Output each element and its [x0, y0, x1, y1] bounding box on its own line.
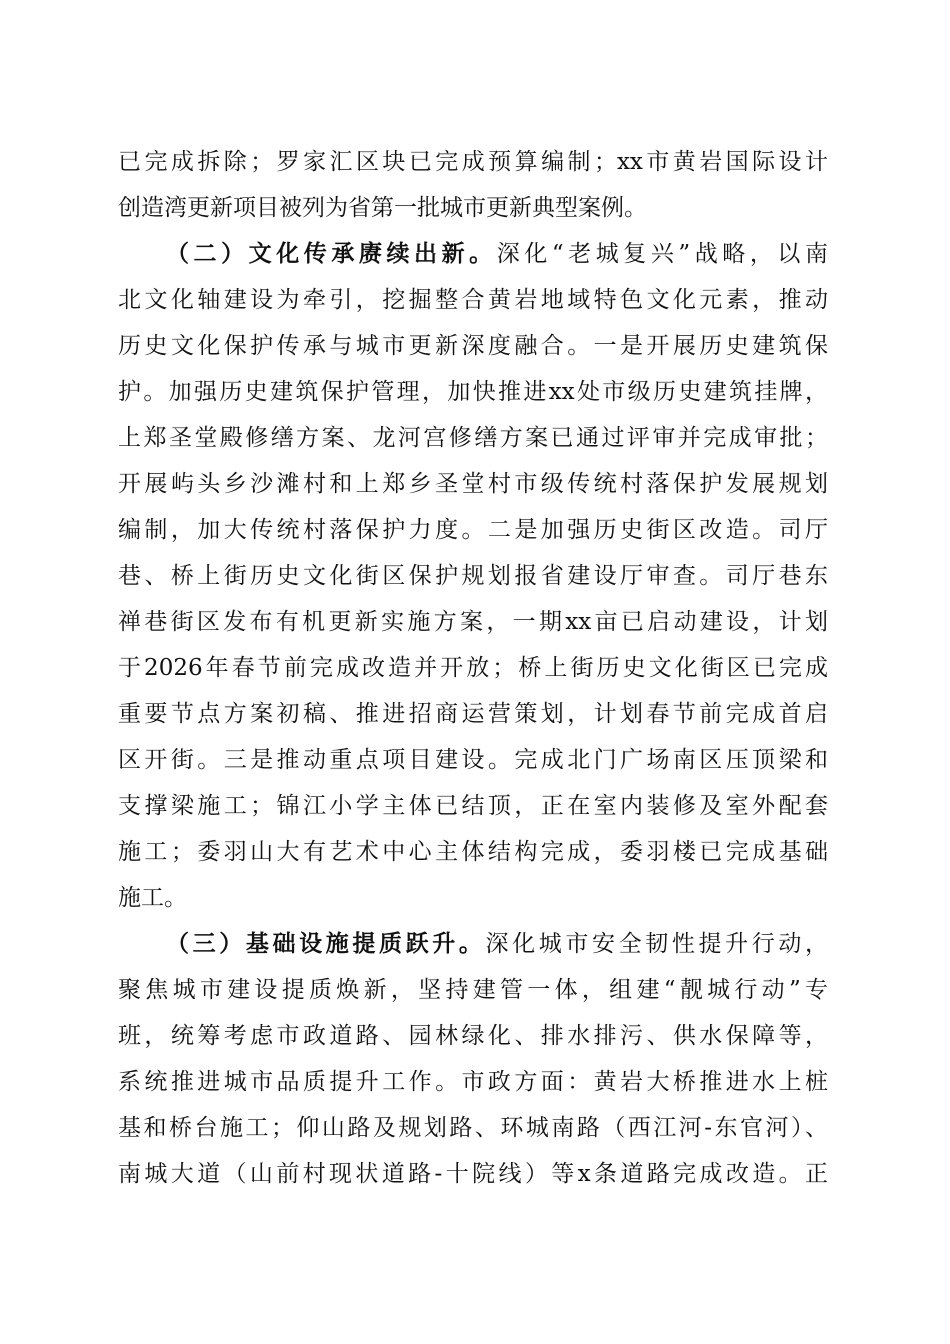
paragraph-line: 重要节点方案初稿、推进招商运营策划，计划春节前完成首启	[118, 701, 828, 727]
paragraph-first-line	[166, 240, 828, 268]
paragraph-line: 班，统筹考虑市政道路、园林绿化、排水排污、供水保障等，	[118, 1023, 828, 1049]
paragraph-line: 南城大道（山前村现状道路-十院线）等x条道路完成改造。正	[118, 1161, 828, 1187]
paragraph-line: 开展屿头乡沙滩村和上郑乡圣堂村市级传统村落保护发展规划	[118, 471, 828, 497]
paragraph-line: 编制，加大传统村落保护力度。二是加强历史街区改造。司厅	[118, 517, 828, 543]
paragraph-line: 北文化轴建设为牵引，挖掘整合黄岩地域特色文化元素，推动	[118, 287, 828, 313]
paragraph-line: 禅巷街区发布有机更新实施方案，一期xx亩已启动建设，计划	[118, 609, 828, 635]
paragraph-line: 系统推进城市品质提升工作。市政方面：黄岩大桥推进水上桩	[118, 1069, 828, 1095]
paragraph-line: 基和桥台施工；仰山路及规划路、环城南路（西江河-东官河）、	[118, 1115, 828, 1141]
paragraph-line: 护。加强历史建筑保护管理，加快推进xx处市级历史建筑挂牌，	[118, 379, 828, 405]
paragraph-line: 聚焦城市建设提质焕新，坚持建管一体，组建“靓城行动”专	[118, 977, 828, 1003]
paragraph-line: 巷、桥上街历史文化街区保护规划报省建设厅审查。司厅巷东	[118, 563, 828, 589]
paragraph-line: 支撑梁施工；锦江小学主体已结顶，正在室内装修及室外配套	[118, 793, 828, 819]
paragraph-line: 施工。	[118, 885, 187, 911]
paragraph-line: 创造湾更新项目被列为省第一批城市更新典型案例。	[118, 195, 647, 221]
section-heading: （三）基础设施提质跃升。	[166, 930, 486, 957]
paragraph-text: 深化“老城复兴”战略，以南	[496, 241, 828, 267]
paragraph-first-line	[166, 930, 828, 958]
paragraph-text: 深化城市安全韧性提升行动，	[485, 931, 828, 957]
paragraph-line: 施工；委羽山大有艺术中心主体结构完成，委羽楼已完成基础	[118, 839, 828, 865]
paragraph-line: 已完成拆除；罗家汇区块已完成预算编制；xx市黄岩国际设计	[118, 149, 828, 175]
paragraph-line: 上郑圣堂殿修缮方案、龙河宫修缮方案已通过评审并完成审批；	[118, 425, 828, 451]
paragraph-line: 历史文化保护传承与城市更新深度融合。一是开展历史建筑保	[118, 333, 828, 359]
section-heading: （二）文化传承赓续出新。	[166, 240, 497, 267]
paragraph-line: 于2026年春节前完成改造并开放；桥上街历史文化街区已完成	[118, 655, 828, 681]
paragraph-line: 区开街。三是推动重点项目建设。完成北门广场南区压顶梁和	[118, 747, 828, 773]
